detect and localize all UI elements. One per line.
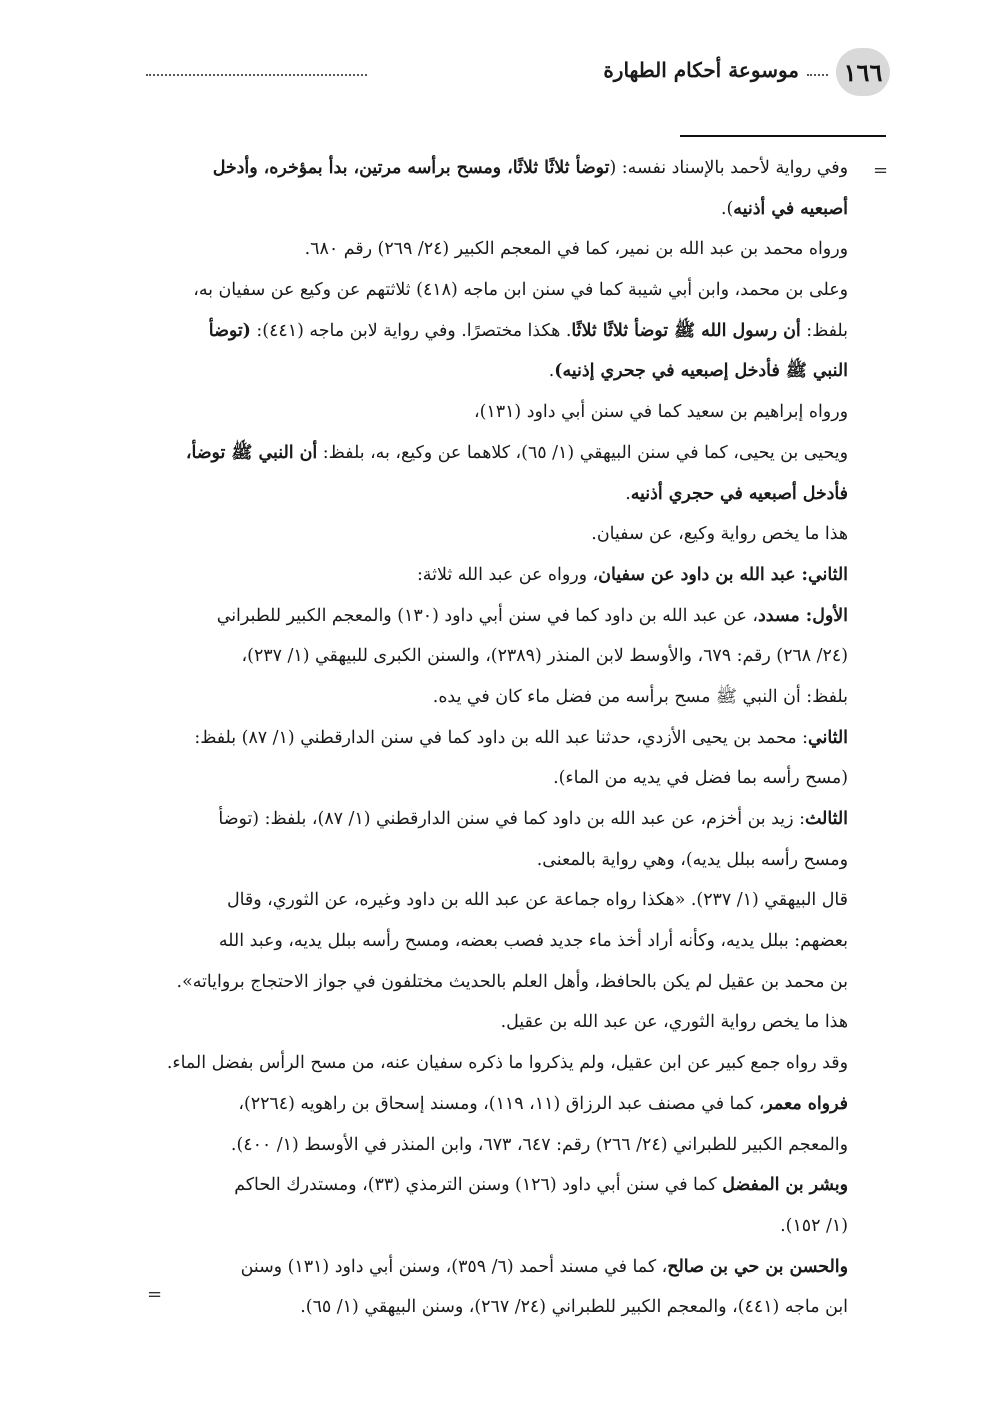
text-segment: : محمد بن يحيى الأزدي، حدثنا عبد الله بن داود كما في سنن الدارقطني (١/ ٨٧) بلفظ: — [194, 727, 808, 748]
bold-segment: فأدخل أصبعيه في حجري أذنيه — [630, 483, 848, 504]
book-title: موسوعة أحكام الطهارة — [603, 58, 799, 82]
text-segment: ويحيى بن يحيى، كما في سنن البيهقي (١/ ٦٥)، كلاهما عن وكيع، به، بلفظ: — [317, 442, 848, 463]
text-line — [156, 1043, 848, 1084]
text-line — [156, 1084, 848, 1125]
text-segment: كما في سنن أبي داود (١٢٦) وسنن الترمذي (٣٣)، ومستدرك الحاكم — [234, 1175, 723, 1196]
text-segment: : زيد بن أخزم، عن عبد الله بن داود كما في سنن الدارقطني (١/ ٨٧)، بلفظ: (توضأ — [218, 809, 805, 829]
bold-segment: الأول: مسدد — [758, 605, 848, 626]
text-segment: . — [625, 483, 631, 504]
text-line — [156, 840, 848, 881]
text-line — [156, 758, 848, 799]
text-line — [156, 1002, 848, 1043]
text-line — [156, 514, 848, 555]
text-line — [156, 799, 848, 840]
text-line — [156, 392, 848, 433]
text-segment: ابن ماجه (٤٤١)، والمعجم الكبير للطبراني (٢٤/ ٢٦٧)، وسنن البيهقي (١/ ٦٥). — [300, 1297, 848, 1318]
text-line — [156, 229, 848, 270]
header-dots-right — [807, 74, 828, 76]
text-segment: ورواه إبراهيم بن سعيد كما في سنن أبي داود (١٣١)، — [473, 402, 848, 423]
text-segment: وعلى بن محمد، وابن أبي شيبة كما في سنن ابن ماجه (٤١٨) ثلاثتهم عن وكيع عن سفيان به، — [193, 280, 848, 301]
text-segment: هذا ما يخص رواية الثوري، عن عبد الله بن عقيل. — [500, 1012, 848, 1033]
continuation-mark-bottom: = — [147, 1284, 163, 1305]
text-segment: (١/ ١٥٢). — [780, 1215, 848, 1236]
text-line — [156, 636, 848, 677]
bold-segment: توضأ ثلاثًا ثلاثًا، ومسح برأسه مرتين، بدأ بمؤخره، وأدخل — [212, 158, 610, 178]
bold-segment: فرواه معمر — [764, 1093, 848, 1114]
text-line — [156, 474, 848, 515]
text-line — [156, 351, 848, 392]
bold-segment: (توضأ — [208, 320, 251, 341]
text-segment: ، كما في مسند أحمد (٦/ ٣٥٩)، وسنن أبي داود (١٣١) وسنن — [240, 1256, 668, 1277]
bold-segment: الثاني: عبد الله بن داود عن سفيان — [598, 564, 848, 585]
text-line — [156, 555, 848, 596]
text-segment: (٢٤/ ٢٦٨) رقم: ٦٧٩، والأوسط لابن المنذر (٢٣٨٩)، والسنن الكبرى للبيهقي (١/ ٢٣٧)، — [241, 646, 848, 667]
text-line — [156, 677, 848, 718]
text-line — [156, 189, 848, 230]
text-line — [156, 1206, 848, 1247]
header-dots-left — [146, 74, 367, 76]
text-segment: ورواه محمد بن عبد الله بن نمير، كما في المعجم الكبير (٢٤/ ٢٦٩) رقم ٦٨٠. — [304, 239, 848, 260]
page-header — [146, 48, 890, 96]
text-line — [156, 596, 848, 637]
continuation-mark-top: = — [873, 160, 889, 181]
text-line — [156, 962, 848, 1003]
text-line — [156, 148, 848, 189]
text-segment: (مسح رأسه بما فضل في يديه من الماء). — [553, 768, 848, 789]
text-line — [156, 311, 848, 352]
text-line — [156, 270, 848, 311]
text-segment: وفي رواية لأحمد بالإسناد نفسه: ( — [609, 158, 848, 178]
bold-segment: النبي ﷺ فأدخل إصبعيه في جحري إذنيه) — [554, 361, 848, 382]
bold-segment: الثالث — [804, 809, 848, 829]
bold-segment: الثاني — [807, 727, 848, 748]
text-segment: ، ورواه عن عبد الله ثلاثة: — [416, 564, 599, 585]
text-segment: وقد رواه جمع كبير عن ابن عقيل، ولم يذكروا ما ذكره سفيان عنه، من مسح الرأس بفضل الماء. — [166, 1053, 848, 1074]
footnote-text — [156, 148, 848, 1328]
text-segment: بن محمد بن عقيل لم يكن بالحافظ، وأهل العلم بالحديث مختلفون في جواز الاحتجاج برواياته». — [176, 971, 848, 992]
text-segment: ، عن عبد الله بن داود كما في سنن أبي داود (١٣٠) والمعجم الكبير للطبراني — [216, 605, 759, 626]
text-segment: بعضهم: ببلل يديه، وكأنه أراد أخذ ماء جديد فصب بعضه، ومسح رأسه ببلل يديه، وعبد الله — [218, 931, 848, 952]
text-segment: والمعجم الكبير للطبراني (٢٤/ ٢٦٦) رقم: ٦٤٧، ٦٧٣، وابن المنذر في الأوسط (١/ ٤٠٠). — [230, 1134, 848, 1155]
bold-segment: وبشر بن المفضل — [722, 1175, 848, 1196]
text-segment: . هكذا مختصرًا. وفي رواية لابن ماجه (٤٤١): — [250, 320, 572, 341]
text-segment: ومسح رأسه ببلل يديه)، وهي رواية بالمعنى. — [536, 849, 848, 870]
text-segment: بلفظ: — [800, 320, 848, 341]
page-number: ١٦٦ — [836, 48, 890, 96]
text-line — [156, 1125, 848, 1166]
footnote-separator — [680, 135, 886, 137]
bold-segment: والحسن بن حي بن صالح — [667, 1256, 848, 1277]
text-segment: ، كما في مصنف عبد الرزاق (١١، ١١٩)، ومسند إسحاق بن راهويه (٢٢٦٤)، — [238, 1093, 765, 1114]
text-line — [156, 880, 848, 921]
text-segment: قال البيهقي (١/ ٢٣٧). «هكذا رواه جماعة عن عبد الله بن داود وغيره، عن الثوري، وقال — [226, 890, 848, 911]
text-segment: ). — [720, 198, 734, 219]
text-line — [156, 1287, 848, 1328]
text-segment: بلفظ: أن النبي ﷺ مسح برأسه من فضل ماء كان في يده. — [432, 686, 848, 707]
bold-segment: أصبعيه في أذنيه — [733, 198, 848, 219]
text-line — [156, 1247, 848, 1288]
bold-segment: أن النبي ﷺ توضأ، — [185, 442, 318, 463]
text-line — [156, 1165, 848, 1206]
text-segment: . — [548, 361, 555, 382]
text-line — [156, 433, 848, 474]
text-line — [156, 718, 848, 759]
text-segment: هذا ما يخص رواية وكيع، عن سفيان. — [591, 524, 848, 545]
text-line — [156, 921, 848, 962]
bold-segment: أن رسول الله ﷺ توضأ ثلاثًا ثلاثًا — [571, 320, 801, 341]
